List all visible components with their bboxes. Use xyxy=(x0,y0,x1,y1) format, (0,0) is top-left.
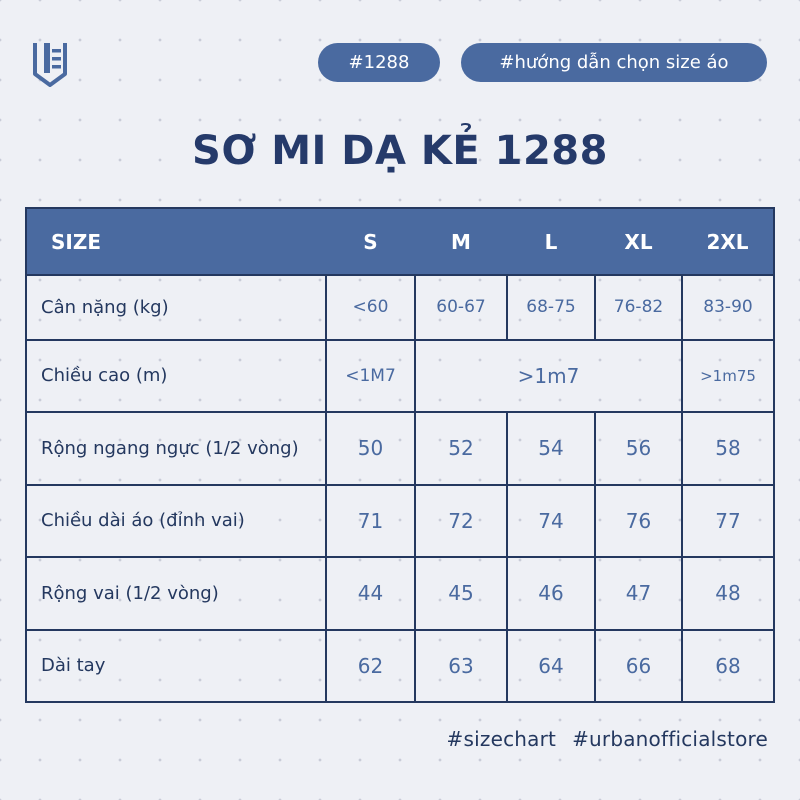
table-cell: 58 xyxy=(682,412,774,484)
size-column-header: L xyxy=(544,229,558,254)
table-cell: 64 xyxy=(507,630,595,703)
table-cell: 50 xyxy=(326,412,415,484)
table-cell: 72 xyxy=(415,485,507,557)
table-row-length xyxy=(26,485,774,557)
footer-hashtags xyxy=(447,727,768,751)
table-row-height xyxy=(26,340,774,412)
table-cell: 54 xyxy=(507,412,595,484)
table-cell: 83-90 xyxy=(682,275,774,340)
hashtag-sizechart: #sizechart xyxy=(446,727,557,751)
table-cell: 52 xyxy=(415,412,507,484)
table-cell: 68-75 xyxy=(507,275,595,340)
size-column-header: S xyxy=(363,229,378,254)
row-label: Rộng vai (1/2 vòng) xyxy=(41,582,219,604)
table-cell: 45 xyxy=(415,557,507,629)
table-cell: 56 xyxy=(595,412,682,484)
size-column-header: XL xyxy=(624,229,653,254)
table-cell: 60-67 xyxy=(415,275,507,340)
table-row-chest xyxy=(26,412,774,484)
row-label: Cân nặng (kg) xyxy=(41,296,169,318)
size-chart-table xyxy=(25,207,775,703)
table-cell: <1M7 xyxy=(326,340,415,412)
table-cell: 48 xyxy=(682,557,774,629)
size-column-header: M xyxy=(451,229,471,254)
table-cell: 44 xyxy=(326,557,415,629)
shield-logo-icon xyxy=(32,40,68,88)
table-cell: <60 xyxy=(326,275,415,340)
table-cell: 63 xyxy=(415,630,507,703)
table-cell: 76-82 xyxy=(595,275,682,340)
table-cell-merged: >1m7 xyxy=(415,340,682,412)
table-cell: 47 xyxy=(595,557,682,629)
table-cell: 68 xyxy=(682,630,774,703)
row-label: Chiều cao (m) xyxy=(41,365,168,387)
table-row-shoulder xyxy=(26,557,774,629)
product-code-tag: #1288 xyxy=(318,43,440,82)
table-row-weight xyxy=(26,275,774,340)
table-cell: 76 xyxy=(595,485,682,557)
size-header-label: SIZE xyxy=(51,229,102,254)
size-guide-tag: #hướng dẫn chọn size áo xyxy=(461,43,767,82)
size-column-header: 2XL xyxy=(706,229,749,254)
table-header-row xyxy=(26,208,774,275)
page-title: SƠ MI DẠ KẺ 1288 xyxy=(192,128,608,174)
table-cell: 77 xyxy=(682,485,774,557)
table-cell: 66 xyxy=(595,630,682,703)
table-cell: 74 xyxy=(507,485,595,557)
table-cell: 62 xyxy=(326,630,415,703)
hashtag-store: #urbanofficialstore xyxy=(572,727,768,751)
table-cell: >1m75 xyxy=(682,340,774,412)
row-label: Rộng ngang ngực (1/2 vòng) xyxy=(41,437,299,459)
row-label: Dài tay xyxy=(41,655,106,677)
row-label: Chiều dài áo (đỉnh vai) xyxy=(41,510,245,532)
table-row-sleeve xyxy=(26,630,774,703)
table-cell: 71 xyxy=(326,485,415,557)
table-cell: 46 xyxy=(507,557,595,629)
